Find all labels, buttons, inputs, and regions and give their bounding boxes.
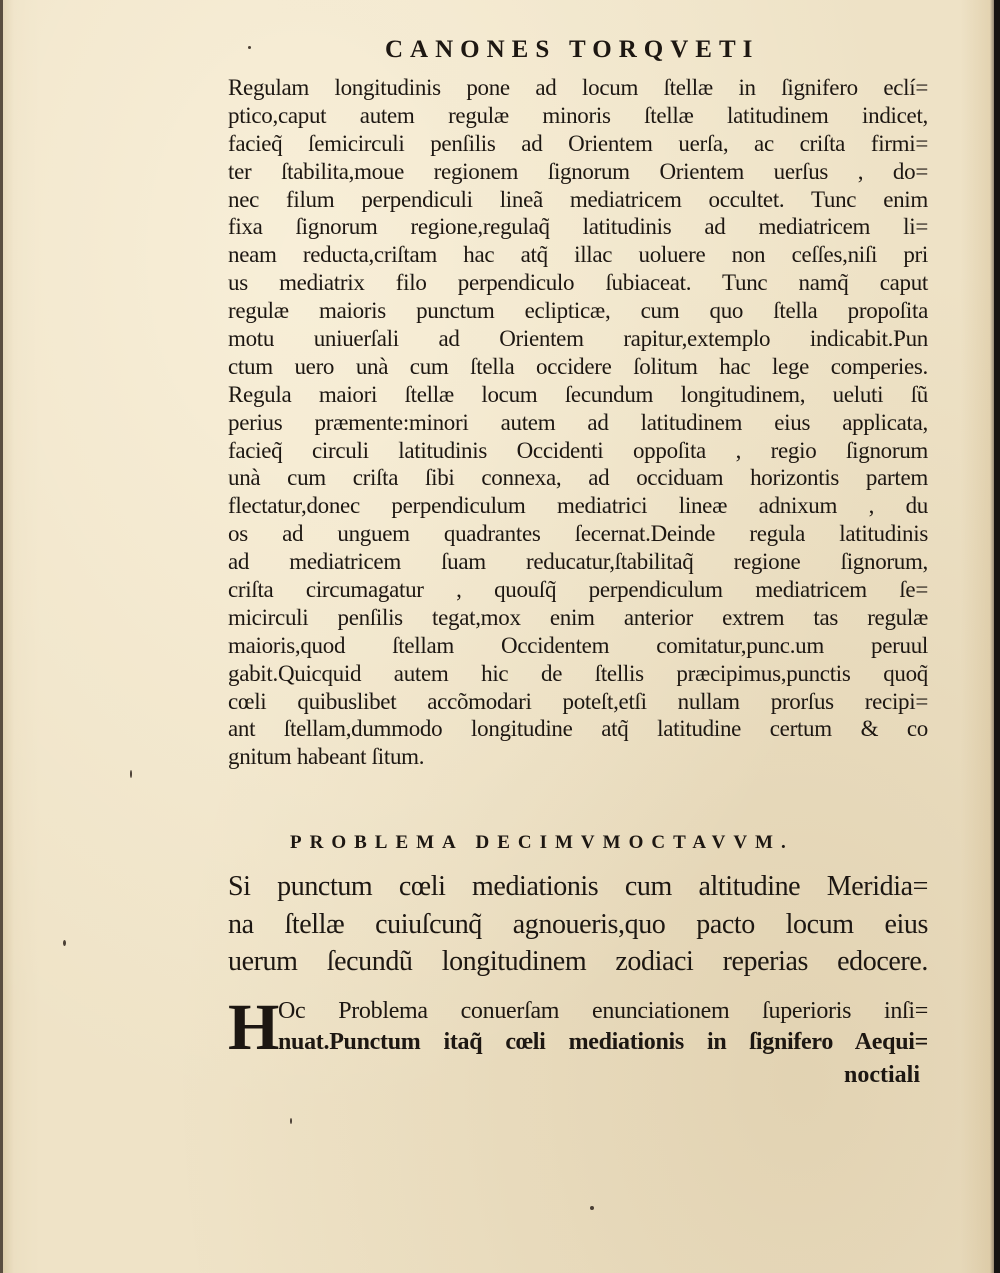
- text-line: ctum uero unà cum ſtella occidere ſolitum hac lege comperies.: [228, 353, 928, 379]
- catchword: noctiali: [844, 1062, 920, 1088]
- ink-speck: [590, 1206, 594, 1210]
- text-line: nec filum perpendiculi lineã mediatricem occultet. Tunc enim: [228, 186, 928, 212]
- text-line: regulæ maioris punctum eclipticæ, cum quo ſtella propoſita: [228, 298, 928, 324]
- text-line: us mediatrix filo perpendiculo ſubiaceat. Tunc namq̃ caput: [228, 270, 928, 296]
- ink-speck: [290, 1118, 292, 1124]
- text-line: ad mediatricem ſuam reducatur,ſtabilitaq̃ regione ſignorum,: [228, 549, 928, 575]
- text-line: facieq̃ ſemicirculi penſilis ad Orientem uerſa, ac criſta firmi=: [228, 130, 928, 156]
- text-line: unà cum criſta ſibi connexa, ad occiduam horizontis partem: [228, 465, 928, 491]
- ink-speck: [248, 46, 251, 49]
- problem-statement: [228, 868, 928, 981]
- text-line: os ad unguem quadrantes ſecernat.Deinde regula latitudinis: [228, 521, 928, 547]
- ink-speck: [130, 770, 132, 778]
- text-line: maioris,quod ſtellam Occidentem comitatur,punc.um peruul: [228, 632, 928, 658]
- text-line: gnitum habeant ſitum.: [228, 744, 425, 770]
- text-line: ant ſtellam,dummodo longitudine atq̃ latitudine certum & co: [228, 716, 928, 742]
- text-line: Regulam longitudinis pone ad locum ſtellæ in ſignifero eclí=: [228, 75, 928, 100]
- body-text-block-1: [228, 74, 928, 771]
- page-scan-edge: [994, 0, 1000, 1273]
- statement-line: Si punctum cœli mediationis cum altitudine Meridia=: [228, 871, 928, 902]
- text-line: perius præmente:minori autem ad latitudinem eius applicata,: [228, 409, 928, 435]
- drop-cap: H: [228, 991, 280, 1064]
- text-line: Regula maiori ſtellæ locum ſecundum longitudinem, ueluti ſũ: [228, 381, 928, 407]
- text-line: micirculi penſilis tegat,mox enim anterior extrem tas regulæ: [228, 604, 928, 630]
- text-line: fixa ſignorum regione,regulaq̃ latitudinis ad mediatricem li=: [228, 214, 928, 240]
- text-line: motu uniuerſali ad Orientem rapitur,extemplo indicabit.Pun: [228, 326, 928, 352]
- text-line: gabit.Quicquid autem hic de ſtellis præcipimus,punctis quoq̃: [228, 660, 928, 686]
- body-text-block-2: [228, 991, 928, 1064]
- text-line: flectatur,donec perpendiculum mediatrici lineæ adnixum , du: [228, 493, 928, 519]
- text-line: criſta circumagatur , quouſq̃ perpendiculum mediatricem ſe=: [228, 577, 928, 603]
- page-gutter-edge: [0, 0, 3, 1273]
- running-title: CANONES TORQVETI: [385, 36, 760, 63]
- text-line: Oc Problema conuerſam enunciationem ſuperioris inſi=: [278, 998, 928, 1024]
- text-line: nuat.Punctum itaq̃ cœli mediationis in ſignifero Aequi=: [278, 1029, 928, 1055]
- text-line: cœli quibuslibet accõmodari poteſt,etſi nullam prorſus recipi=: [228, 688, 928, 714]
- ink-speck: [63, 940, 66, 946]
- text-line: neam reducta,criſtam hac atq̃ illac uoluere non ceſſes,niſi pri: [228, 242, 928, 268]
- problem-heading: PROBLEMA DECIMVMOCTAVVM.: [290, 832, 794, 853]
- statement-line: uerum ſecundũ longitudinem zodiaci reperias edocere.: [228, 946, 928, 977]
- text-line: ter ſtabilita,moue regionem ſignorum Orientem uerſus , do=: [228, 158, 928, 184]
- text-line: ptico,caput autem regulæ minoris ſtellæ latitudinem indicet,: [228, 102, 928, 128]
- statement-line: na ſtellæ cuiuſcunq̃ agnoueris,quo pacto locum eius: [228, 908, 928, 940]
- text-line: facieq̃ circuli latitudinis Occidenti oppoſita , regio ſignorum: [228, 437, 928, 463]
